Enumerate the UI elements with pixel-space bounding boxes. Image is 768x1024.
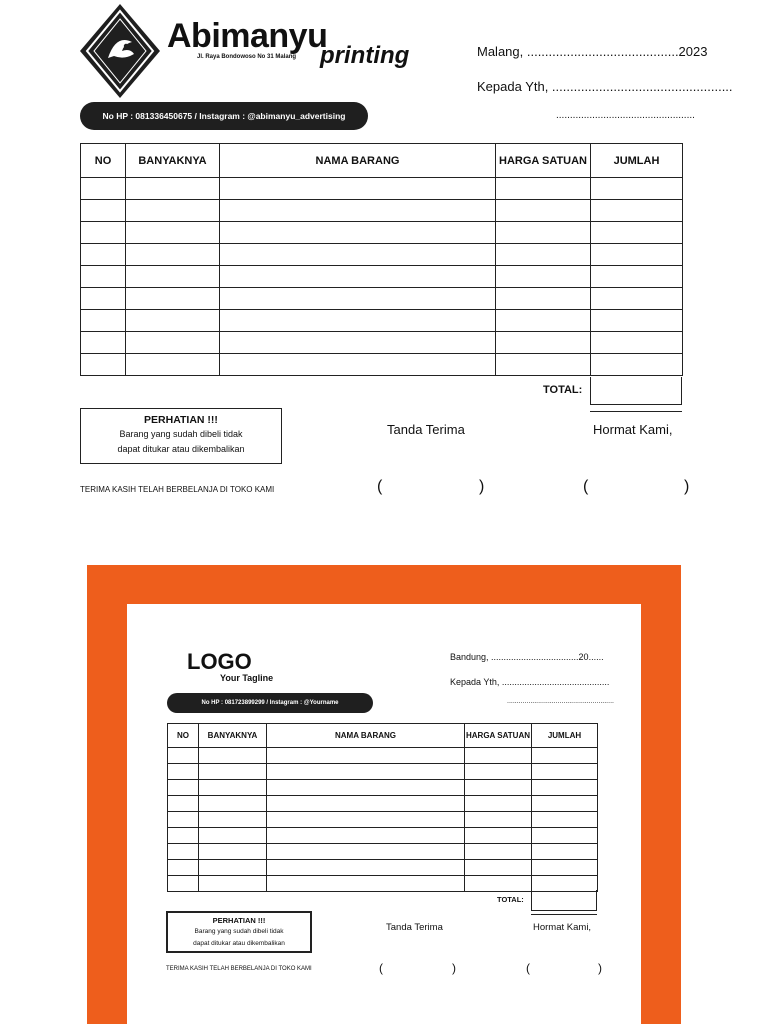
table-row [168, 828, 598, 844]
table-cell[interactable] [267, 764, 465, 780]
table-cell[interactable] [220, 222, 496, 244]
table-cell[interactable] [199, 828, 267, 844]
table-row [81, 332, 683, 354]
contact-bar: No HP : 081336450675 / Instagram : @abimanyu_advertising [80, 102, 368, 130]
table-cell[interactable] [220, 288, 496, 310]
table-cell[interactable] [267, 828, 465, 844]
table-cell[interactable] [220, 354, 496, 376]
table-cell[interactable] [199, 796, 267, 812]
table-cell[interactable] [267, 780, 465, 796]
notice-box [166, 911, 312, 953]
sender-sig-close: ) [598, 961, 602, 975]
table-cell[interactable] [496, 244, 591, 266]
table-cell[interactable] [532, 780, 598, 796]
table-cell[interactable] [465, 876, 532, 892]
sender-sig-open: ( [583, 478, 589, 495]
receiver-signature-label: Tanda Terima [387, 422, 465, 437]
table-cell[interactable] [81, 332, 126, 354]
table-cell[interactable] [199, 780, 267, 796]
table-cell[interactable] [532, 844, 598, 860]
table-cell[interactable] [126, 178, 220, 200]
table-cell[interactable] [591, 288, 683, 310]
table-cell[interactable] [591, 332, 683, 354]
receiver-sig-open: ( [379, 961, 383, 975]
table-cell[interactable] [199, 812, 267, 828]
table-cell[interactable] [220, 332, 496, 354]
receiver-sig-close: ) [452, 961, 456, 975]
table-cell[interactable] [267, 812, 465, 828]
total-underline [590, 411, 682, 412]
brand-logo-emblem [80, 4, 160, 100]
table-row [81, 200, 683, 222]
table-cell[interactable] [220, 244, 496, 266]
col-header-unit-price: HARGA SATUAN [465, 724, 532, 748]
col-header-item-name: NAMA BARANG [267, 724, 465, 748]
table-cell[interactable] [532, 828, 598, 844]
table-cell[interactable] [81, 200, 126, 222]
table-cell[interactable] [220, 266, 496, 288]
notice-line-2: dapat ditukar atau dikembalikan [117, 444, 245, 454]
date-line: Bandung, ...................................20...... [450, 652, 604, 662]
table-cell[interactable] [126, 332, 220, 354]
notice-line-1: Barang yang sudah dibeli tidak [194, 928, 284, 935]
table-cell[interactable] [532, 764, 598, 780]
col-header-quantity: BANYAKNYA [199, 724, 267, 748]
table-cell[interactable] [496, 222, 591, 244]
table-cell[interactable] [168, 860, 199, 876]
notice-title: PERHATIAN !!! [212, 916, 266, 925]
table-cell[interactable] [532, 812, 598, 828]
table-cell[interactable] [220, 200, 496, 222]
brand-subtitle: printing [320, 42, 410, 69]
items-table [80, 143, 683, 376]
table-cell[interactable] [496, 266, 591, 288]
table-cell[interactable] [199, 844, 267, 860]
table-row [81, 266, 683, 288]
sender-signature-label: Hormat Kami, [593, 422, 673, 437]
thanks-message: TERIMA KASIH TELAH BERBELANJA DI TOKO KAMI [166, 966, 312, 972]
table-row [168, 764, 598, 780]
total-label: TOTAL: [543, 384, 583, 396]
items-table [167, 723, 598, 892]
receiver-sig-close: ) [479, 478, 485, 495]
table-row [81, 288, 683, 310]
table-cell[interactable] [465, 764, 532, 780]
total-value-box[interactable] [531, 890, 597, 911]
table-cell[interactable] [267, 748, 465, 764]
table-row [81, 222, 683, 244]
total-label: TOTAL: [497, 895, 524, 904]
table-cell[interactable] [496, 354, 591, 376]
table-row [81, 310, 683, 332]
table-cell[interactable] [168, 828, 199, 844]
table-cell[interactable] [465, 780, 532, 796]
table-cell[interactable] [591, 244, 683, 266]
table-cell[interactable] [465, 796, 532, 812]
table-cell[interactable] [199, 860, 267, 876]
table-cell[interactable] [465, 844, 532, 860]
table-cell[interactable] [591, 354, 683, 376]
thanks-message: TERIMA KASIH TELAH BERBELANJA DI TOKO KAMI [80, 485, 275, 494]
table-row [81, 244, 683, 266]
table-cell[interactable] [591, 178, 683, 200]
table-row [168, 748, 598, 764]
table-row [81, 178, 683, 200]
table-cell[interactable] [267, 796, 465, 812]
table-cell[interactable] [168, 844, 199, 860]
table-cell[interactable] [496, 178, 591, 200]
table-cell[interactable] [81, 244, 126, 266]
table-cell[interactable] [465, 812, 532, 828]
date-line: Malang, ..........................................2023 [477, 44, 708, 59]
table-cell[interactable] [532, 796, 598, 812]
table-cell[interactable] [199, 764, 267, 780]
notice-title: PERHATIAN !!! [144, 414, 218, 426]
table-cell[interactable] [81, 354, 126, 376]
col-header-no: NO [168, 724, 199, 748]
recipient-line: Kepada Yth, .................................................. [477, 79, 733, 94]
table-cell[interactable] [220, 310, 496, 332]
table-row [168, 780, 598, 796]
total-underline [531, 914, 597, 915]
table-cell[interactable] [168, 780, 199, 796]
notice-line-2: dapat ditukar atau dikembalikan [193, 940, 285, 947]
table-cell[interactable] [199, 876, 267, 892]
table-cell[interactable] [220, 178, 496, 200]
sender-signature-label: Hormat Kami, [533, 922, 592, 933]
table-cell[interactable] [532, 860, 598, 876]
table-cell[interactable] [267, 876, 465, 892]
table-cell[interactable] [81, 288, 126, 310]
col-header-amount: JUMLAH [591, 144, 683, 178]
table-row [168, 860, 598, 876]
table-cell[interactable] [126, 200, 220, 222]
table-cell[interactable] [496, 288, 591, 310]
table-cell[interactable] [591, 266, 683, 288]
table-cell[interactable] [168, 876, 199, 892]
table-cell[interactable] [81, 266, 126, 288]
contact-bar: No HP : 081723899299 / Instagram : @Yourname [167, 693, 373, 713]
table-cell[interactable] [465, 860, 532, 876]
recipient-blank-line: .................................................. [556, 110, 695, 121]
table-cell[interactable] [126, 244, 220, 266]
table-cell[interactable] [496, 332, 591, 354]
sender-sig-open: ( [526, 961, 530, 975]
receiver-sig-open: ( [377, 478, 383, 495]
col-header-item-name: NAMA BARANG [220, 144, 496, 178]
table-cell[interactable] [532, 748, 598, 764]
brand-address: Jl. Raya Bondowoso No 31 Malang [197, 54, 297, 60]
table-cell[interactable] [81, 310, 126, 332]
notice-line-1: Barang yang sudah dibeli tidak [119, 429, 243, 439]
table-row [168, 796, 598, 812]
table-cell[interactable] [591, 222, 683, 244]
table-cell[interactable] [591, 310, 683, 332]
table-cell[interactable] [465, 828, 532, 844]
col-header-unit-price: HARGA SATUAN [496, 144, 591, 178]
table-cell[interactable] [591, 200, 683, 222]
table-row [168, 844, 598, 860]
table-cell[interactable] [81, 222, 126, 244]
table-cell[interactable] [168, 796, 199, 812]
table-header-row [168, 724, 598, 748]
table-cell[interactable] [496, 310, 591, 332]
table-cell[interactable] [496, 200, 591, 222]
table-row [168, 812, 598, 828]
notice-box [80, 408, 282, 464]
table-row [81, 354, 683, 376]
table-cell[interactable] [168, 812, 199, 828]
brand-name: Abimanyu [167, 17, 328, 55]
col-header-no: NO [81, 144, 126, 178]
table-cell[interactable] [168, 748, 199, 764]
table-header-row [81, 144, 683, 178]
table-cell[interactable] [81, 178, 126, 200]
total-value-box[interactable] [590, 377, 682, 405]
sender-sig-close: ) [684, 478, 690, 495]
logo-placeholder: LOGO [187, 649, 252, 674]
table-cell[interactable] [199, 748, 267, 764]
col-header-quantity: BANYAKNYA [126, 144, 220, 178]
table-cell[interactable] [465, 748, 532, 764]
col-header-amount: JUMLAH [532, 724, 598, 748]
receiver-signature-label: Tanda Terima [386, 922, 443, 933]
table-cell[interactable] [168, 764, 199, 780]
table-cell[interactable] [126, 288, 220, 310]
recipient-line: Kepada Yth, ........................................... [450, 677, 610, 687]
table-cell[interactable] [126, 266, 220, 288]
table-cell[interactable] [126, 354, 220, 376]
table-cell[interactable] [267, 844, 465, 860]
table-cell[interactable] [267, 860, 465, 876]
table-cell[interactable] [126, 222, 220, 244]
table-cell[interactable] [126, 310, 220, 332]
tagline: Your Tagline [220, 673, 274, 683]
recipient-blank-line: ....................................................... [507, 698, 614, 705]
